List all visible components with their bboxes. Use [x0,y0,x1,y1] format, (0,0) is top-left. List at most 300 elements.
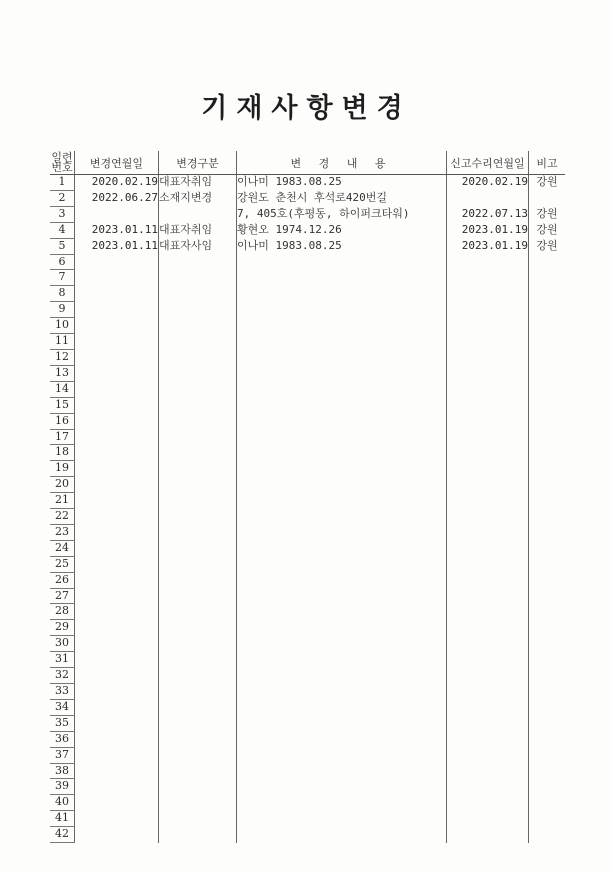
header-change-content: 변 경 내 용 [237,151,447,175]
table-row [50,206,565,222]
row-change-type [159,302,237,318]
row-remark: 강원 [536,206,558,220]
row-remark [529,779,566,795]
row-change-content [237,572,447,588]
row-change-content [237,365,447,381]
row-report-date [447,747,529,763]
row-report-date [447,540,529,556]
table-row [50,175,565,191]
row-serial-number: 25 [50,556,75,572]
row-change-content [237,524,447,540]
row-remark [529,334,566,350]
row-change-date [75,668,159,684]
row-change-content: 황현오 1974.12.26 [237,222,447,238]
row-remark [529,254,566,270]
row-change-date [75,318,159,334]
row-change-content [237,540,447,556]
row-change-date [75,254,159,270]
row-change-date [75,747,159,763]
row-change-type [159,811,237,827]
row-change-date [75,397,159,413]
row-change-content: 강원도 춘천시 후석로420번길 [237,190,447,206]
row-remark [529,493,566,509]
row-remark [529,827,566,843]
table-header-row [50,151,565,175]
row-remark [529,445,566,461]
row-serial-number: 40 [50,795,75,811]
row-serial-number: 7 [50,270,75,286]
row-remark [529,652,566,668]
row-change-type [159,429,237,445]
row-change-type [159,699,237,715]
row-report-date [447,270,529,286]
row-report-date: 2023.01.19 [447,238,529,254]
row-change-content [237,715,447,731]
row-change-date [75,699,159,715]
row-change-type [159,588,237,604]
row-report-date [447,652,529,668]
row-report-date [447,445,529,461]
table-row [50,524,565,540]
table-row [50,684,565,700]
row-serial-number: 35 [50,715,75,731]
header-serial-number: 일련번호 [51,150,73,174]
row-remark: 강원 [536,175,558,189]
row-change-type [159,461,237,477]
table-row [50,556,565,572]
row-change-content [237,636,447,652]
row-report-date [447,715,529,731]
row-change-content [237,286,447,302]
row-serial-number: 42 [50,827,75,843]
row-change-type: 대표자취임 [159,175,237,191]
table-row [50,270,565,286]
row-serial-number: 19 [50,461,75,477]
row-remark [529,397,566,413]
row-change-content [237,731,447,747]
row-change-date [75,302,159,318]
row-change-date [75,429,159,445]
row-change-type [159,652,237,668]
row-serial-number: 23 [50,524,75,540]
row-remark [529,302,566,318]
row-remark [529,684,566,700]
row-serial-number: 39 [50,779,75,795]
row-remark [529,556,566,572]
row-remark [529,731,566,747]
row-remark [529,509,566,525]
table-row [50,811,565,827]
row-change-content [237,811,447,827]
row-change-content [237,588,447,604]
table-body [50,175,565,843]
row-serial-number: 14 [50,381,75,397]
row-change-content [237,477,447,493]
document-title: 기재사항변경 [201,93,412,124]
row-report-date [447,779,529,795]
row-change-content [237,493,447,509]
table-row [50,747,565,763]
row-change-date [75,445,159,461]
row-change-date [75,588,159,604]
row-serial-number: 13 [50,365,75,381]
row-change-type [159,715,237,731]
row-serial-number: 18 [50,445,75,461]
row-report-date [447,763,529,779]
table-row [50,668,565,684]
row-change-date: 2022.06.27 [75,190,159,206]
row-remark [529,477,566,493]
row-serial-number: 28 [50,604,75,620]
row-remark: 강원 [536,238,558,252]
row-change-date [75,381,159,397]
row-report-date [447,572,529,588]
row-change-date [75,493,159,509]
row-remark: 강원 [536,222,558,236]
row-change-type [159,445,237,461]
row-change-content [237,254,447,270]
table-row [50,318,565,334]
row-change-content [237,302,447,318]
row-change-content [237,795,447,811]
row-change-date [75,524,159,540]
row-change-date [75,636,159,652]
row-change-content [237,461,447,477]
row-report-date [447,699,529,715]
table-row [50,254,565,270]
row-report-date [447,620,529,636]
table-row [50,302,565,318]
row-serial-number: 30 [50,636,75,652]
row-change-date [75,540,159,556]
row-report-date [447,318,529,334]
row-change-date [75,365,159,381]
row-change-date [75,811,159,827]
row-serial-number: 6 [50,254,75,270]
row-report-date [447,509,529,525]
header-change-date: 변경연월일 [75,151,159,175]
row-change-type [159,365,237,381]
row-change-type [159,604,237,620]
table-row [50,429,565,445]
row-serial-number: 41 [50,811,75,827]
row-remark [529,604,566,620]
row-report-date [447,254,529,270]
row-serial-number: 2 [50,190,75,206]
row-serial-number: 33 [50,684,75,700]
row-change-date: 2020.02.19 [75,175,159,191]
row-change-type [159,493,237,509]
table-row [50,588,565,604]
row-report-date: 2022.07.13 [447,206,529,222]
row-remark [529,270,566,286]
row-remark [529,318,566,334]
row-serial-number: 3 [50,206,75,222]
table-row [50,365,565,381]
row-change-date [75,461,159,477]
row-change-content [237,445,447,461]
row-serial-number: 4 [50,222,75,238]
row-serial-number: 24 [50,540,75,556]
row-change-date [75,715,159,731]
row-change-date [75,795,159,811]
table-row [50,795,565,811]
row-report-date [447,413,529,429]
table-row [50,779,565,795]
table-row [50,493,565,509]
row-remark [529,811,566,827]
row-remark [529,620,566,636]
table-row [50,397,565,413]
table-row [50,604,565,620]
row-report-date [447,731,529,747]
change-record-table [50,151,565,843]
row-report-date [447,684,529,700]
row-remark [529,365,566,381]
row-change-date [75,652,159,668]
row-change-content [237,397,447,413]
header-change-type: 변경구분 [159,151,237,175]
row-remark [529,588,566,604]
row-change-content [237,684,447,700]
row-change-date [75,413,159,429]
row-serial-number: 38 [50,763,75,779]
row-change-date [75,270,159,286]
row-change-date [75,572,159,588]
row-report-date [447,302,529,318]
row-change-type [159,270,237,286]
table-row [50,334,565,350]
row-change-type: 대표자사임 [159,238,237,254]
row-change-type [159,795,237,811]
table-row [50,238,565,254]
row-serial-number: 32 [50,668,75,684]
row-serial-number: 15 [50,397,75,413]
row-report-date [447,381,529,397]
row-change-date [75,620,159,636]
row-change-date [75,684,159,700]
row-remark [529,540,566,556]
row-report-date [447,811,529,827]
row-remark [529,286,566,302]
row-change-type [159,747,237,763]
row-change-date [75,779,159,795]
row-serial-number: 21 [50,493,75,509]
header-remark: 비고 [529,151,566,175]
row-remark [529,795,566,811]
row-change-date [75,556,159,572]
row-change-type [159,206,237,222]
row-report-date [447,334,529,350]
row-remark [529,668,566,684]
row-change-content [237,779,447,795]
row-report-date [447,286,529,302]
row-change-type [159,286,237,302]
row-change-date [75,349,159,365]
row-report-date [447,365,529,381]
table-row [50,540,565,556]
row-remark [529,461,566,477]
row-change-date [75,206,159,222]
row-change-content [237,747,447,763]
row-change-content [237,413,447,429]
row-report-date [447,795,529,811]
row-remark [529,636,566,652]
table-row [50,652,565,668]
row-change-date [75,763,159,779]
row-serial-number: 1 [50,175,75,191]
row-serial-number: 5 [50,238,75,254]
row-remark [529,747,566,763]
row-change-type [159,779,237,795]
row-report-date [447,668,529,684]
row-change-content: 이나미 1983.08.25 [237,238,447,254]
row-remark [529,190,566,206]
row-serial-number: 11 [50,334,75,350]
row-change-type [159,684,237,700]
row-serial-number: 12 [50,349,75,365]
table-row [50,620,565,636]
row-report-date [447,827,529,843]
row-change-type [159,509,237,525]
row-serial-number: 10 [50,318,75,334]
row-change-type [159,668,237,684]
row-serial-number: 37 [50,747,75,763]
row-report-date [447,461,529,477]
row-change-date: 2023.01.11 [75,238,159,254]
row-report-date [447,397,529,413]
row-change-content [237,763,447,779]
row-report-date [447,556,529,572]
row-change-date [75,334,159,350]
row-report-date: 2020.02.19 [447,175,529,191]
table-row [50,572,565,588]
row-serial-number: 20 [50,477,75,493]
table-row [50,222,565,238]
row-remark [529,763,566,779]
row-report-date [447,636,529,652]
row-serial-number: 9 [50,302,75,318]
row-serial-number: 36 [50,731,75,747]
table-row [50,636,565,652]
row-change-type [159,763,237,779]
table-row [50,461,565,477]
row-change-type [159,572,237,588]
row-report-date [447,524,529,540]
table-row [50,445,565,461]
row-remark [529,381,566,397]
table-row [50,699,565,715]
row-change-content [237,381,447,397]
table-row [50,349,565,365]
row-remark [529,524,566,540]
row-change-content [237,318,447,334]
row-change-content [237,334,447,350]
row-serial-number: 29 [50,620,75,636]
table-row [50,477,565,493]
row-report-date [447,477,529,493]
table-row [50,381,565,397]
row-serial-number: 8 [50,286,75,302]
row-report-date [447,604,529,620]
row-change-type [159,397,237,413]
row-change-content [237,556,447,572]
row-change-content [237,604,447,620]
row-change-date [75,286,159,302]
row-change-type [159,620,237,636]
table-row [50,413,565,429]
table-row [50,715,565,731]
row-change-content [237,429,447,445]
row-remark [529,413,566,429]
row-serial-number: 26 [50,572,75,588]
row-change-type [159,413,237,429]
table-row [50,190,565,206]
row-change-content [237,349,447,365]
row-change-content: 7, 405호(후평동, 하이퍼크타워) [237,206,447,222]
table-row [50,731,565,747]
row-change-date [75,604,159,620]
row-change-date [75,477,159,493]
row-change-type [159,254,237,270]
row-serial-number: 17 [50,429,75,445]
row-report-date [447,588,529,604]
row-remark [529,715,566,731]
row-change-type [159,827,237,843]
row-report-date [447,429,529,445]
row-remark [529,429,566,445]
row-serial-number: 27 [50,588,75,604]
row-serial-number: 16 [50,413,75,429]
row-change-type [159,334,237,350]
row-change-date [75,731,159,747]
row-report-date [447,493,529,509]
row-remark [529,349,566,365]
row-change-content [237,652,447,668]
row-change-content [237,827,447,843]
row-change-type: 대표자취임 [159,222,237,238]
row-change-content [237,668,447,684]
row-change-type [159,349,237,365]
row-report-date [447,349,529,365]
row-change-date: 2023.01.11 [75,222,159,238]
row-serial-number: 22 [50,509,75,525]
row-serial-number: 31 [50,652,75,668]
row-change-type [159,556,237,572]
row-change-content [237,270,447,286]
row-report-date: 2023.01.19 [447,222,529,238]
table-row [50,286,565,302]
row-remark [529,572,566,588]
row-change-content: 이나미 1983.08.25 [237,175,447,191]
row-change-type [159,318,237,334]
table-row [50,827,565,843]
row-change-content [237,699,447,715]
row-report-date [447,190,529,206]
row-change-type [159,477,237,493]
row-change-type [159,540,237,556]
row-change-date [75,509,159,525]
row-change-content [237,620,447,636]
row-change-type: 소재지변경 [159,190,237,206]
row-remark [529,699,566,715]
row-change-type [159,524,237,540]
row-change-date [75,827,159,843]
header-report-date: 신고수리연월일 [447,151,529,175]
table-row [50,509,565,525]
row-change-type [159,381,237,397]
row-serial-number: 34 [50,699,75,715]
